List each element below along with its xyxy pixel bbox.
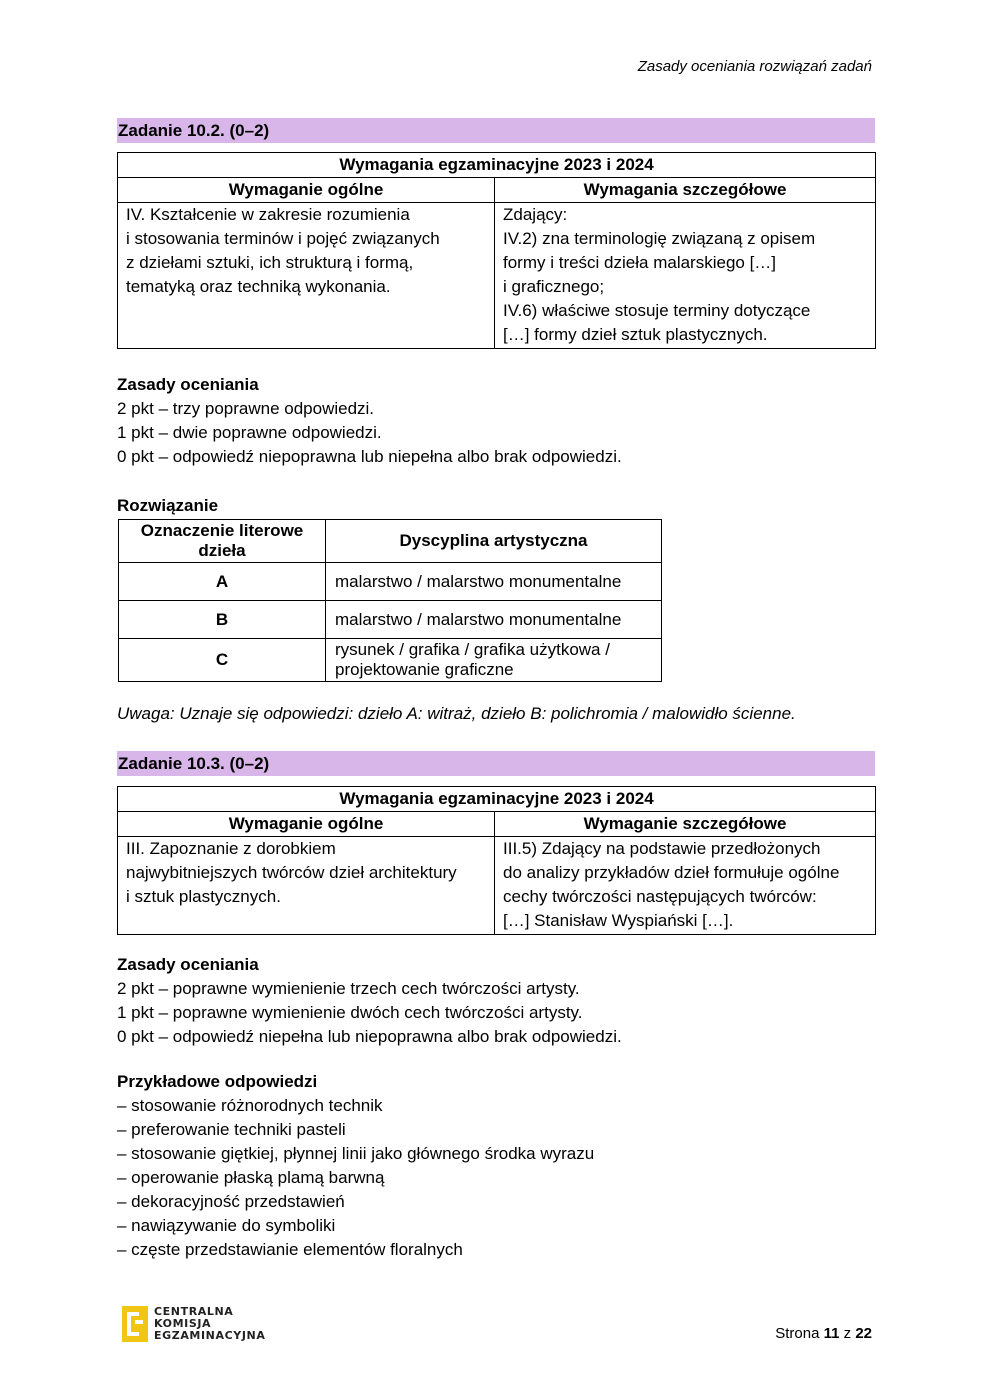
cke-logo-text xyxy=(154,1306,265,1342)
discipline-line: malarstwo / malarstwo monumentalne xyxy=(335,609,622,629)
solution-heading xyxy=(117,494,218,518)
logo-line: EGZAMINACYJNA xyxy=(154,1329,266,1342)
cke-logo-icon xyxy=(122,1306,148,1342)
list-item: – preferowanie techniki pasteli xyxy=(117,1120,346,1139)
table-row xyxy=(119,639,662,682)
list-item: – częste przedstawianie elementów floralnych xyxy=(117,1240,463,1259)
header-line: Oznaczenie literowe xyxy=(140,521,304,540)
general-requirement-header: Wymaganie ogólne xyxy=(118,812,495,837)
scoring-rule: 2 pkt – trzy poprawne odpowiedzi. xyxy=(117,399,375,418)
task-heading: Zadanie 10.2. (0–2) xyxy=(117,118,875,143)
header-title: Zasady oceniania rozwiązań zadań xyxy=(637,58,872,75)
requirements-table xyxy=(117,152,876,349)
detailed-requirements-header: Wymaganie szczegółowe xyxy=(495,812,876,837)
discipline-column-header: Dyscyplina artystyczna xyxy=(326,520,662,563)
text-line: najwybitniejszych twórców dzieł architektury xyxy=(126,863,457,882)
list-item: – nawiązywanie do symboliki xyxy=(117,1216,336,1235)
table-row xyxy=(119,563,662,601)
task-heading: Zadanie 10.3. (0–2) xyxy=(117,751,875,776)
page-separator: z xyxy=(839,1325,856,1342)
page-total: 22 xyxy=(855,1325,872,1342)
discipline-line: projektowanie graficzne xyxy=(335,660,514,679)
text-line: i sztuk plastycznych. xyxy=(126,887,281,906)
list-item: – stosowanie różnorodnych technik xyxy=(117,1096,383,1115)
text-line: i stosowania terminów i pojęć związanych xyxy=(126,229,440,248)
logo-line: KOMISJA xyxy=(154,1317,212,1330)
scoring-rule: 2 pkt – poprawne wymienienie trzech cech twórczości artysty. xyxy=(117,979,580,998)
discipline-line: rysunek / grafika / grafika użytkowa / xyxy=(335,640,610,659)
scoring-section xyxy=(117,373,622,469)
letter-cell: B xyxy=(119,601,326,639)
text-line: III. Zapoznanie z dorobkiem xyxy=(126,839,336,858)
solution-heading-text: Rozwiązanie xyxy=(117,496,219,515)
text-line: z dziełami sztuki, ich strukturą i formą, xyxy=(126,253,414,272)
text-line: formy i treści dzieła malarskiego […] xyxy=(503,253,777,272)
table-row xyxy=(119,601,662,639)
text-line: […] Stanisław Wyspiański […]. xyxy=(503,911,734,930)
discipline-cell xyxy=(326,639,662,682)
requirements-title: Wymagania egzaminacyjne 2023 i 2024 xyxy=(118,153,876,178)
list-item: – dekoracyjność przedstawień xyxy=(117,1192,345,1211)
discipline-line: malarstwo / malarstwo monumentalne xyxy=(335,571,622,591)
text-line: i graficznego; xyxy=(503,277,605,296)
header-line: dzieła xyxy=(198,541,246,560)
logo-line: CENTRALNA xyxy=(154,1305,234,1318)
detailed-requirements-header: Wymagania szczegółowe xyxy=(495,178,876,203)
detailed-requirements-cell xyxy=(495,203,876,349)
general-requirement-cell xyxy=(118,837,495,935)
general-requirement-cell xyxy=(118,203,495,349)
text-line: III.5) Zdający na podstawie przedłożonych xyxy=(503,839,821,858)
text-line: IV.2) zna terminologię związaną z opisem xyxy=(503,229,816,248)
cke-logo xyxy=(122,1306,265,1342)
note: Uwaga: Uznaje się odpowiedzi: dzieło A: witraż, dzieło B: polichromia / malowidło ścienne. xyxy=(117,704,796,723)
letter-column-header xyxy=(119,520,326,563)
text-line: do analizy przykładów dzieł formułuje ogólne xyxy=(503,863,840,882)
letter-cell: C xyxy=(119,639,326,682)
scoring-rule: 0 pkt – odpowiedź niepoprawna lub niepełna albo brak odpowiedzi. xyxy=(117,447,622,466)
page-current: 11 xyxy=(823,1325,840,1342)
letter-cell: A xyxy=(119,563,326,601)
requirements-title: Wymagania egzaminacyjne 2023 i 2024 xyxy=(118,787,876,812)
general-requirement-header: Wymaganie ogólne xyxy=(118,178,495,203)
text-line: IV.6) właściwe stosuje terminy dotyczące xyxy=(503,301,811,320)
example-answers-heading: Przykładowe odpowiedzi xyxy=(117,1072,318,1091)
text-line: tematyką oraz techniką wykonania. xyxy=(126,277,391,296)
discipline-cell xyxy=(326,563,662,601)
scoring-rule: 1 pkt – poprawne wymienienie dwóch cech twórczości artysty. xyxy=(117,1003,583,1022)
scoring-rule: 0 pkt – odpowiedź niepełna lub niepoprawna albo brak odpowiedzi. xyxy=(117,1027,622,1046)
text-line: Zdający: xyxy=(503,205,568,224)
list-item: – stosowanie giętkiej, płynnej linii jako głównego środka wyrazu xyxy=(117,1144,595,1163)
page-prefix: Strona xyxy=(775,1325,824,1342)
text-line: IV. Kształcenie w zakresie rozumienia xyxy=(126,205,410,224)
discipline-cell xyxy=(326,601,662,639)
page-number xyxy=(775,1325,872,1342)
text-line: cechy twórczości następujących twórców: xyxy=(503,887,817,906)
list-item: – operowanie płaską plamą barwną xyxy=(117,1168,385,1187)
solution-table xyxy=(118,519,662,682)
scoring-rule: 1 pkt – dwie poprawne odpowiedzi. xyxy=(117,423,382,442)
scoring-section xyxy=(117,953,622,1049)
example-answers-section xyxy=(117,1070,594,1262)
scoring-heading: Zasady oceniania xyxy=(117,375,259,394)
requirements-table xyxy=(117,786,876,935)
scoring-heading: Zasady oceniania xyxy=(117,955,259,974)
text-line: […] formy dzieł sztuk plastycznych. xyxy=(503,325,768,344)
detailed-requirements-cell xyxy=(495,837,876,935)
